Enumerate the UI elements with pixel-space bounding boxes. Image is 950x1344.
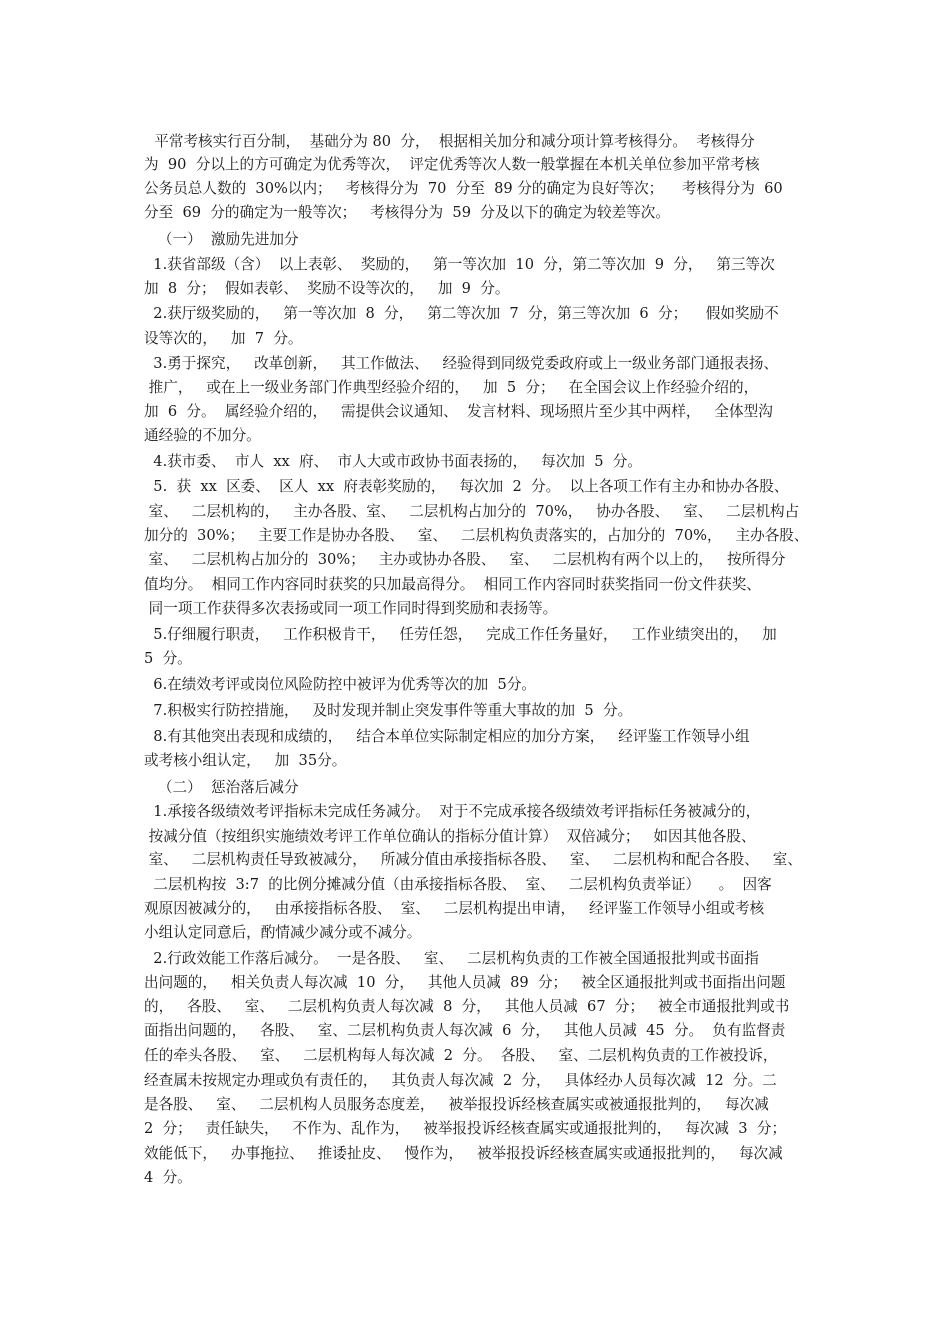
text-line: 按减分值（按组织实施绩效考评工作单位确认的指标分值计算） 双倍减分； 如因其他各股、: [144, 828, 756, 845]
text-line: 加分的 30%； 主要工作是协办各股、 室、 二层机构负责落实的，占加分的 70%， 主办各股、: [144, 527, 809, 544]
text-line: 5.仔细履行职责， 工作积极肯干， 任劳任怨， 完成工作任务量好， 工作业绩突出的， 加: [144, 626, 777, 643]
text-line: 分至 69 分的确定为一般等次； 考核得分为 59 分及以下的确定为较差等次。: [144, 204, 670, 221]
text-line: 通经验的不加分。: [144, 427, 261, 444]
section-heading: （二） 惩治落后减分: [144, 779, 299, 796]
text-line: 为 90 分以上的方可确定为优秀等次， 评定优秀等次人数一般掌握在本机关单位参加平常考核: [144, 156, 760, 173]
text-line: 室、 二层机构占加分的 30%； 主办或协办各股、 室、 二层机构有两个以上的， 按所得分: [144, 551, 786, 568]
text-line: 7.积极实行防控措施， 及时发现并制止突发事件等重大事故的加 5 分。: [144, 702, 633, 719]
text-line: 是各股、 室、 二层机构人员服务态度差， 被举报投诉经核查属实或被通报批判的， 每次减: [144, 1096, 769, 1113]
text-line: 二层机构按 3:7 的比例分摊减分值（由承接指标各股、 室、 二层机构负责举证） 。 因客: [144, 876, 772, 893]
text-line: 面指出问题的， 各股、 室、二层机构负责人每次减 6 分， 其他人员减 45 分。 负有监督责: [144, 1022, 786, 1039]
text-line: 观原因被减分的， 由承接指标各股、 室、 二层机构提出申请， 经评鉴工作领导小组或考核: [144, 900, 765, 917]
text-line: 室、 二层机构的， 主办各股、室、 二层机构占加分的 70%， 协办各股、 室、 二层机构占: [144, 503, 800, 520]
text-line: 任的牵头各股、 室、 二层机构每人每次减 2 分。 各股、 室、二层机构负责的工作被投诉，: [144, 1047, 778, 1064]
text-line: 效能低下， 办事拖拉、 推诿扯皮、 慢作为， 被举报投诉经核查属实或通报批判的， 每次减: [144, 1145, 783, 1162]
text-line: 同一项工作获得多次表扬或同一项工作同时得到奖励和表扬等。: [144, 600, 558, 617]
text-line: 设等次的， 加 7 分。: [144, 330, 303, 347]
text-line: 5. 获 xx 区委、 区人 xx 府表彰奖励的， 每次加 2 分。 以上各项工作有主办和协办各股、: [144, 478, 789, 495]
text-line: 2.获厅级奖励的， 第一等次加 8 分， 第二等次加 7 分，第三等次加 6 分； 假如奖励不: [144, 305, 779, 322]
text-line: 推广， 或在上一级业务部门作典型经验介绍的， 加 5 分； 在全国会议上作经验介绍的，: [144, 379, 759, 396]
text-line: 5 分。: [144, 650, 192, 667]
text-line: 加 6 分。 属经验介绍的， 需提供会议通知、 发言材料、现场照片至少其中两样， 全体型沟: [144, 403, 773, 420]
text-line: 2 分； 责任缺失， 不作为、乱作为， 被举报投诉经核查属实或通报批判的， 每次减 3 分；: [144, 1120, 787, 1137]
text-line: 或考核小组认定， 加 35分。: [144, 752, 347, 769]
text-line: 1.获省部级（含） 以上表彰、 奖励的， 第一等次加 10 分，第二等次加 9 分， 第三等次: [144, 256, 775, 273]
text-line: 1.承接各级绩效考评指标未完成任务减分。 对于不完成承接各级绩效考评指标任务被减分的，: [144, 803, 761, 820]
text-line: 出问题的， 相关负责人每次减 10 分， 其他人员减 89 分； 被全区通报批判或书面指出问题: [144, 974, 786, 991]
text-line: 的， 各股、 室、 二层机构负责人每次减 8 分， 其他人员减 67 分； 被全市通报批判或书: [144, 998, 790, 1015]
text-line: 4 分。: [144, 1169, 192, 1186]
text-line: 平常考核实行百分制， 基础分为 80 分， 根据相关加分和减分项计算考核得分。 考核得分: [145, 133, 755, 150]
text-line: 3.勇于探究， 改革创新， 其工作做法、 经验得到同级党委政府或上一级业务部门通报表扬、: [144, 355, 779, 372]
text-line: 8.有其他突出表现和成绩的， 结合本单位实际制定相应的加分方案， 经评鉴工作领导小组: [144, 728, 750, 745]
text-line: 公务员总人数的 30%以内； 考核得分为 70 分至 89 分的确定为良好等次； 考核得分为 60: [144, 180, 783, 197]
text-line: 2.行政效能工作落后减分。 一是各股、 室、 二层机构负责的工作被全国通报批判或书面指: [144, 950, 759, 967]
text-line: 4.获市委、 市人 xx 府、 市人大或市政协书面表扬的， 每次加 5 分。: [144, 453, 642, 470]
text-line: 6.在绩效考评或岗位风险防控中被评为优秀等次的加 5分。: [144, 676, 537, 693]
text-line: 经查属未按规定办理或负有责任的， 其负责人每次减 2 分， 具体经办人员每次减 12 分。二: [144, 1072, 777, 1089]
text-line: 室、 二层机构责任导致被减分， 所减分值由承接指标各股、 室、 二层机构和配合各股、 室、: [144, 851, 802, 868]
text-line: 值均分。 相同工作内容同时获奖的只加最高得分。 相同工作内容同时获奖指同一份文件获奖、: [144, 576, 761, 593]
text-line: 小组认定同意后，酌情减少减分或不减分。: [144, 924, 422, 941]
text-line: 加 8 分； 假如表彰、 奖励不设等次的， 加 9 分。: [144, 280, 510, 297]
section-heading: （一） 激励先进加分: [144, 231, 299, 248]
